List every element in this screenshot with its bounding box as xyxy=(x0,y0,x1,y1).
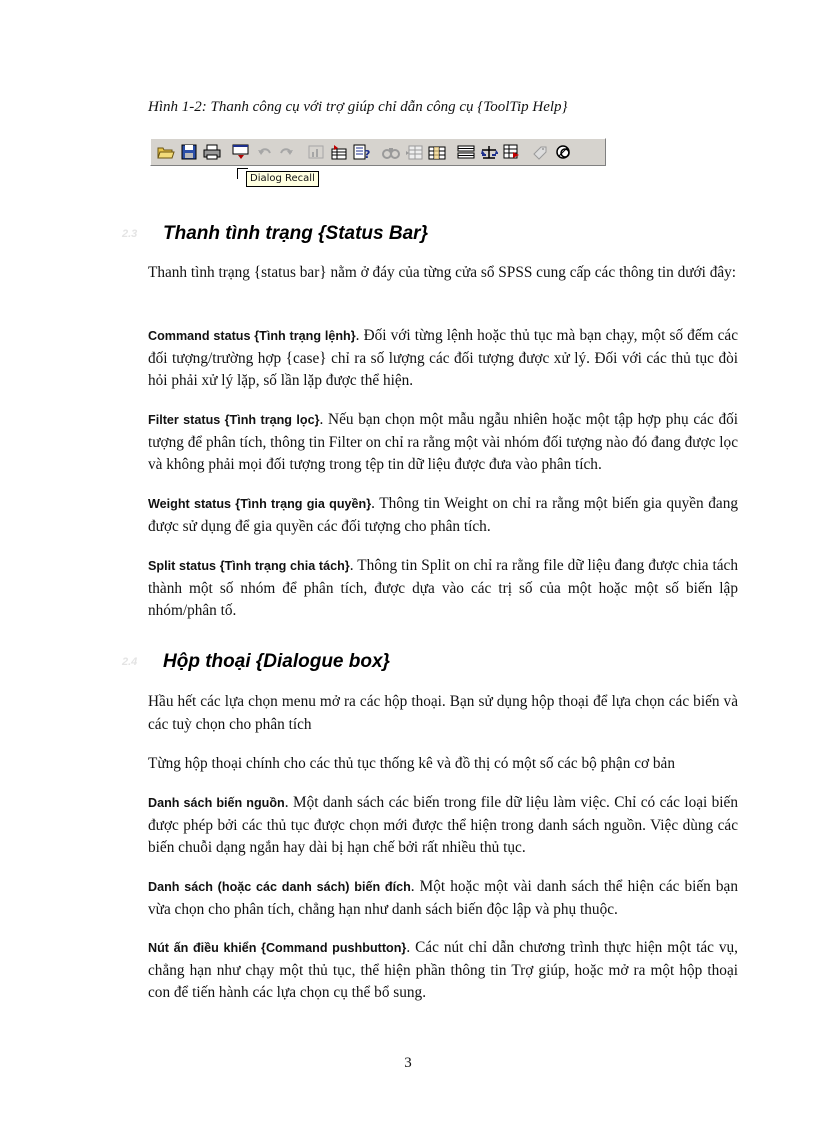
status-item-term: Split status {Tình trạng chia tách} xyxy=(148,559,350,573)
status-item-command xyxy=(148,325,738,393)
dialogue-intro-1: Hầu hết các lựa chọn menu mở ra các hộp thoại. Bạn sử dụng hộp thoại để lựa chọn các biến và các tuỳ chọn cho phân tích xyxy=(148,693,738,733)
insert-variable-icon[interactable] xyxy=(425,141,448,164)
status-item-filter xyxy=(148,409,738,477)
use-sets-icon[interactable] xyxy=(552,141,575,164)
dialogue-item-text: . Một danh sách các biến trong file dữ liệu làm việc. Chỉ có các loại biến được phép bởi các thủ tục được chọn mới được thể hiện trong danh sách nguồn. Việc dùng các biến chuỗi dạng ngắn hay dài bị hạn chế bởi rất nhiều thủ tục. xyxy=(148,794,738,856)
dialogue-item-text: . Một hoặc một vài danh sách thể hiện các biến bạn vừa chọn cho phân tích, chẳng hạn như danh sách biến độc lập và phụ thuộc. xyxy=(148,878,738,918)
svg-text:?: ? xyxy=(363,148,370,160)
dialogue-item-source-list xyxy=(148,792,738,860)
dialogue-item-term: Danh sách (hoặc các danh sách) biến đích xyxy=(148,880,411,894)
open-icon[interactable] xyxy=(154,141,177,164)
status-item-weight xyxy=(148,493,738,538)
print-icon[interactable] xyxy=(200,141,223,164)
dialog-recall-icon[interactable] xyxy=(229,141,252,164)
status-item-text: . Đối với từng lệnh hoặc thủ tục mà bạn chạy, một số đếm các đối tượng/trường hợp {case} chỉ ra số lượng các đối tượng được xử lý. Đối với các thủ tục đòi hỏi phải xử lý lặp, số lần lặp được thể hiện. xyxy=(148,327,738,389)
select-cases-icon[interactable] xyxy=(500,141,523,164)
goto-case-icon[interactable] xyxy=(327,141,350,164)
figure-caption: Hình 1-2: Thanh công cụ với trợ giúp chỉ dẫn công cụ {ToolTip Help} xyxy=(148,99,568,115)
redo-icon[interactable] xyxy=(275,141,298,164)
dialog-recall-tooltip: Dialog Recall xyxy=(246,171,319,187)
status-item-term: Command status {Tình trạng lệnh} xyxy=(148,329,356,343)
dialogue-item-term: Danh sách biến nguồn xyxy=(148,796,285,810)
section-number: 2.4 xyxy=(122,656,138,668)
status-item-term: Filter status {Tình trạng lọc} xyxy=(148,413,320,427)
status-item-text: . Thông tin Split on chỉ ra rằng file dữ liệu đang được chia tách thành một số nhóm để phân tích, được dựa vào các trị số của một hoặc một số biến lập nhóm/phân tố. xyxy=(148,557,738,619)
variables-icon[interactable] xyxy=(350,141,373,164)
find-icon[interactable] xyxy=(379,141,402,164)
status-bar-intro: Thanh tình trạng {status bar} nằm ở đáy của từng cửa sổ SPSS cung cấp các thông tin dưới đây: xyxy=(148,264,737,281)
dialogue-box-heading: Hộp thoại {Dialogue box} xyxy=(163,651,390,672)
save-icon[interactable] xyxy=(177,141,200,164)
dialogue-intro-2: Từng hộp thoại chính cho các thủ tục thống kê và đồ thị có một số các bộ phận cơ bản xyxy=(148,755,675,772)
status-item-text: . Thông tin Weight on chỉ ra rằng một biến gia quyền đang được sử dụng để gia quyền các đối tượng cho phân tích. xyxy=(148,495,738,535)
spss-toolbar xyxy=(150,138,606,166)
split-file-icon[interactable] xyxy=(454,141,477,164)
value-labels-icon[interactable] xyxy=(529,141,552,164)
status-item-split xyxy=(148,555,738,623)
insert-case-icon[interactable] xyxy=(402,141,425,164)
undo-icon[interactable] xyxy=(252,141,275,164)
section-number: 2.3 xyxy=(122,228,138,240)
dialogue-item-text: . Các nút chỉ dẫn chương trình thực hiện một tác vụ, chẳng hạn như chạy một thủ tục, thể hiện phần thông tin Trợ giúp, hoặc mở ra một hộp thoại con để tiến hành các lựa chọn cụ thể bổ sung. xyxy=(148,939,738,1001)
goto-chart-icon[interactable] xyxy=(304,141,327,164)
status-bar-heading: Thanh tình trạng {Status Bar} xyxy=(163,223,428,244)
dialogue-item-term: Nút ấn điều khiển {Command pushbutton} xyxy=(148,941,407,955)
page-number: 3 xyxy=(404,1055,412,1071)
status-item-term: Weight status {Tình trạng gia quyền} xyxy=(148,497,372,511)
weight-cases-icon[interactable] xyxy=(477,141,500,164)
dialogue-item-target-list xyxy=(148,876,738,921)
dialogue-item-pushbutton xyxy=(148,937,738,1005)
status-item-text: . Nếu bạn chọn một mẫu ngẫu nhiên hoặc một tập hợp phụ các đối tượng để phân tích, thông tin Filter on chỉ ra rằng một vài nhóm đối tượng nào đó đang được lọc và không phải mọi đối tượng trong tệp tin dữ liệu được đưa vào phân tích. xyxy=(148,411,738,473)
